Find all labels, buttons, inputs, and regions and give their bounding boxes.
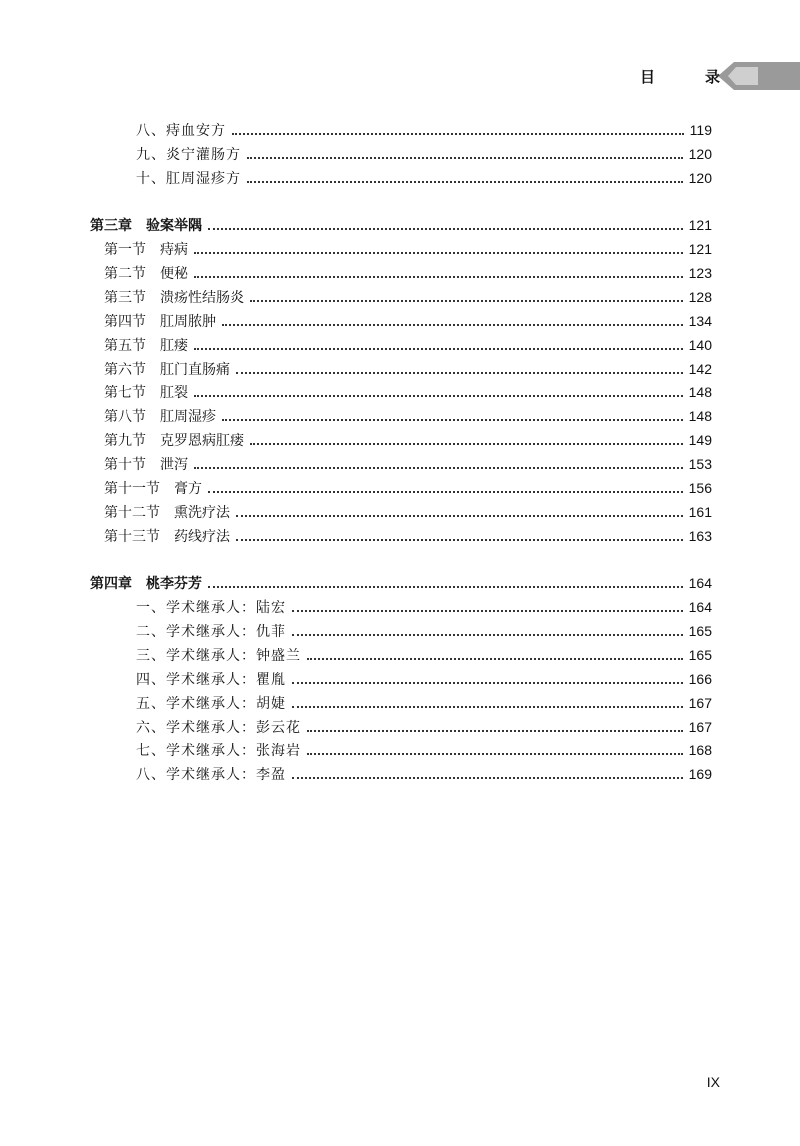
toc-entry-page: 164 [688,599,712,615]
toc-entry-sub-0[interactable] [136,596,712,618]
toc-entry-section-9[interactable] [104,453,712,475]
toc-entry-label: 三、学术继承人：钟盛兰 [136,647,301,664]
toc-entry-page: 169 [688,766,712,783]
leader-dots [307,753,683,755]
leader-dots [232,133,684,135]
leader-dots [208,228,683,230]
toc-entry-chapter3[interactable] [90,214,712,236]
toc-entry-page: 123 [688,264,712,281]
toc-entry-label: 第二节 便秘 [104,265,188,282]
toc-entry-page: 148 [688,384,712,401]
toc-entry-label: 第三章 验案举隅 [90,218,202,234]
toc-entry-sub-4[interactable] [136,692,712,714]
toc-entry-label: 二、学术继承人：仇菲 [136,623,286,640]
toc-entry-section-1[interactable] [104,262,712,284]
leader-dots [208,586,683,588]
leader-dots [250,300,683,302]
toc-entry-sub-5[interactable] [136,716,712,738]
toc-entry-label: 一、学术继承人：陆宏 [136,600,286,616]
toc-entry-page: 149 [688,432,712,449]
toc-entry-page: 156 [688,480,712,496]
toc-entry-section-6[interactable] [104,381,712,403]
toc-entry-page: 140 [688,336,712,353]
toc-entry-label: 第九节 克罗恩病肛瘘 [104,433,244,450]
toc-entry-page: 142 [688,360,712,377]
page-title-left: 目 [640,67,656,86]
toc-entry-section-3[interactable] [104,310,712,332]
toc-entry-page: 121 [688,217,712,233]
toc-entry-page: 120 [688,169,712,186]
toc-entry-label: 第十二节 熏洗疗法 [104,504,230,521]
leader-dots [194,395,683,397]
leader-dots [307,730,683,732]
toc-entry-sub-3[interactable] [136,668,712,690]
toc-entry-sub-2[interactable] [136,644,712,666]
toc-entry-label: 九、炎宁灌肠方 [136,146,241,163]
toc-entry-section-11[interactable] [104,501,712,523]
leader-dots [236,372,683,374]
leader-dots [292,706,683,708]
toc-entry-section-5[interactable] [104,358,712,380]
toc-entry-sub-1[interactable] [136,143,712,165]
page-title-right: 录 [704,67,720,86]
toc-entry-page: 168 [688,742,712,759]
toc-entry-sub-1[interactable] [136,620,712,642]
toc-entry-label: 八、学术继承人：李盈 [136,767,286,784]
toc-entry-page: 128 [688,288,712,305]
toc-entry-section-8[interactable] [104,429,712,451]
toc-entry-label: 第四节 肛周脓肿 [104,313,216,330]
toc-entry-page: 120 [688,145,712,162]
page-number: IX [706,1074,720,1090]
toc-entry-section-10[interactable] [104,477,712,499]
toc-entry-page: 167 [688,718,712,735]
leader-dots [194,467,683,469]
toc-entry-page: 166 [688,670,712,687]
toc-entry-page: 167 [688,694,712,711]
toc-entry-sub-2[interactable] [136,167,712,189]
toc-entry-section-0[interactable] [104,238,712,260]
toc-entry-label: 第五节 肛瘘 [104,337,188,354]
toc-entry-page: 119 [689,122,712,138]
toc-entry-label: 十、肛周湿疹方 [136,170,241,187]
toc-entry-page: 165 [688,646,712,663]
toc-entry-label: 六、学术继承人：彭云花 [136,719,301,736]
toc-entry-label: 第一节 痔病 [104,242,188,258]
toc-entry-page: 161 [688,503,712,520]
leader-dots [292,682,683,684]
leader-dots [236,539,683,541]
leader-dots [222,419,683,421]
toc-entry-page: 148 [688,408,712,425]
leader-dots [292,777,683,779]
toc-entry-label: 第十三节 药线疗法 [104,528,230,545]
toc-entry-page: 121 [688,241,712,257]
toc-entry-section-12[interactable] [104,525,712,547]
leader-dots [208,491,683,493]
toc-entry-page: 163 [688,527,712,544]
toc-entry-sub-0[interactable] [136,119,712,141]
toc-entry-page: 134 [688,312,712,329]
toc-entry-label: 四、学术继承人：瞿胤 [136,671,286,688]
toc-entry-sub-7[interactable] [136,763,712,785]
toc-entry-label: 第十一节 膏方 [104,481,202,497]
toc-entry-label: 第四章 桃李芬芳 [90,576,202,592]
leader-dots [247,157,683,159]
leader-dots [194,252,683,254]
toc-entry-page: 164 [688,575,712,591]
toc-entry-page: 165 [688,622,712,639]
leader-dots [222,324,683,326]
toc-entry-section-7[interactable] [104,405,712,427]
toc-entry-label: 五、学术继承人：胡婕 [136,695,286,712]
toc-entry-label: 第十节 泄泻 [104,457,188,474]
leader-dots [307,658,683,660]
leader-dots [247,181,683,183]
leader-dots [236,515,683,517]
toc-entry-label: 第七节 肛裂 [104,385,188,402]
page-title [640,64,720,88]
leader-dots [250,443,683,445]
toc-entry-label: 八、痔血安方 [136,123,226,139]
toc-entry-sub-6[interactable] [136,739,712,761]
leader-dots [194,276,683,278]
toc-entry-label: 第八节 肛周湿疹 [104,409,216,426]
toc-entry-label: 七、学术继承人：张海岩 [136,743,301,760]
toc-entry-label: 第六节 肛门直肠痛 [104,361,230,378]
leader-dots [292,610,683,612]
toc-entry-section-4[interactable] [104,334,712,356]
leader-dots [194,348,683,350]
leader-dots [292,634,683,636]
toc-entry-chapter4[interactable] [90,572,712,594]
toc-entry-label: 第三节 溃疡性结肠炎 [104,289,244,306]
toc-entry-section-2[interactable] [104,286,712,308]
toc-entry-page: 153 [688,456,712,473]
